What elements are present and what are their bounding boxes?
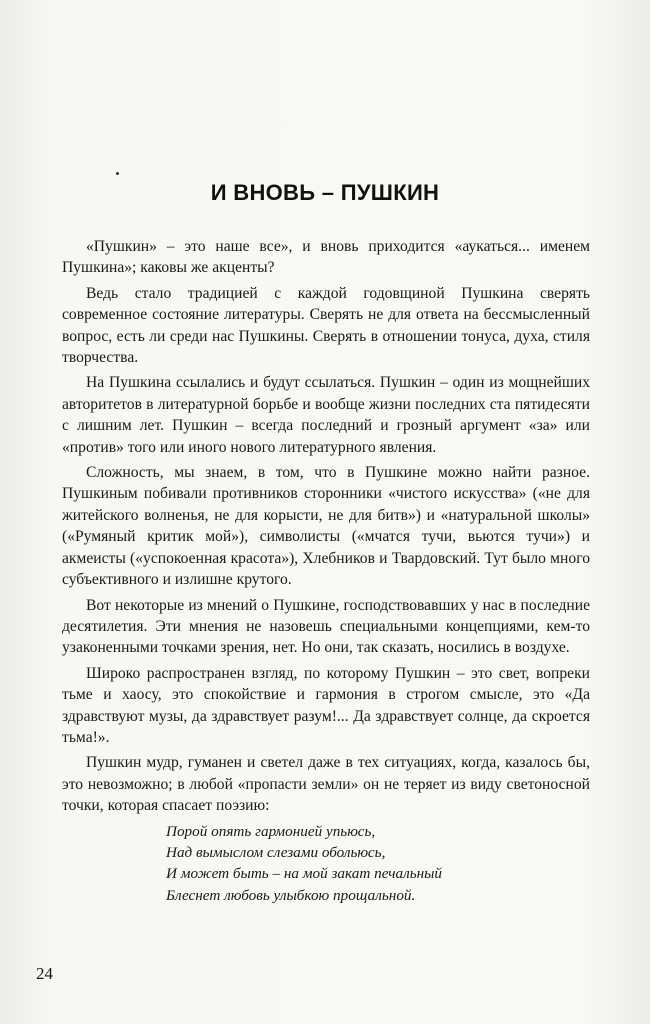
paragraph: «Пушкин» – это наше все», и вновь приходится «аукаться... именем Пушкина»; каковы же акценты? [62,238,590,277]
page-number: 24 [36,964,53,983]
poem-line: Блеснет любовь улыбкою прощальной. [166,886,416,904]
chapter-title: И ВНОВЬ – ПУШКИН [210,180,440,205]
bleed-through-text-top [70,40,590,250]
paragraph: Широко распространен взгляд, по которому Пушкин – это свет, вопреки тьме и хаосу, это спокойствие и гармония в строгом смысле, это «Да здравствуют музы, да здравствует разум!... Да здравствует солнце, да скроется тьма!». [62,664,590,746]
paragraph: Сложность, мы знаем, в том, что в Пушкине можно найти разное. Пушкиным побивали противников сторонники «чистого искусства» («не для житейского волненья, не для корысти, не для битв») и «натуральной школы» («Румяный критик мой»), символисты («мчатся тучи, вьются тучи») и акмеисты («успокоенная красота»), Хлебников и Твардовский. Тут было много субъективного и излишне крутого. [62,464,590,589]
paragraph: Вот некоторые из мнений о Пушкине, господствовавших у нас в последние десятилетия. Эти мнения не назовешь специальными концепциями, кем-то узаконенными точками зрения, нет. Но они, так сказать, носились в воздухе. [62,596,590,657]
paragraph: Пушкин мудр, гуманен и светел даже в тех ситуациях, когда, казалось бы, это невозможно; в любой «пропасти земли» он не теряет из виду светоносной точки, которая спасает поэзию: [62,754,590,815]
paragraph: На Пушкина ссылались и будут ссылаться. Пушкин – один из мощнейших авторитетов в литературной борьбе и вообще жизни последних ста пятидесяти с лишним лет. Пушкин – всегда последний и грозный аргумент «за» или «против» того или иного нового литературного явления. [62,374,590,456]
paragraph: Ведь стало традицией с каждой годовщиной Пушкина сверять современное состояние литературы. Сверять не для ответа на бессмысленный вопрос, есть ли среди нас Пушкины. Сверять в отношении тонуса, духа, стиля творчества. [62,284,590,367]
poem-quote [166,821,590,907]
poem-line: Над вымыслом слезами обольюсь, [166,843,386,861]
poem-line: Порой опять гармонией упьюсь, [166,822,376,840]
poem-line: И может быть – на мой закат печальный [166,865,443,883]
print-speck [116,172,119,175]
chapter-body [62,236,590,906]
